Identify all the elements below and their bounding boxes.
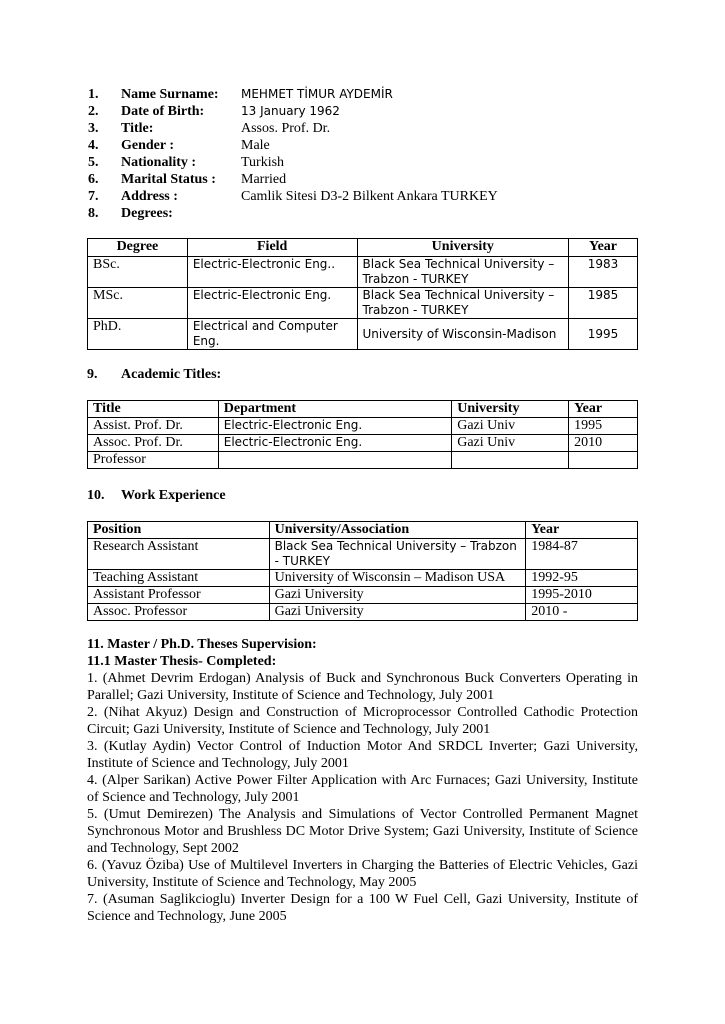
table-row — [88, 418, 638, 435]
info-num: 2. — [88, 104, 99, 119]
table-row — [88, 604, 638, 621]
organization-cell: Gazi University — [269, 587, 526, 604]
info-num: 3. — [88, 121, 99, 136]
thesis-item: 3. (Kutlay Aydin) Vector Control of Induction Motor And SRDCL Inverter; Gazi University, Institute of Science and Technology, July 2001 — [87, 739, 638, 771]
theses-subheading: 11.1 Master Thesis- Completed: — [87, 654, 277, 669]
info-value-gender: Male — [241, 138, 270, 153]
field-cell: Electrical and Computer Eng. — [187, 319, 357, 350]
year-cell: 2010 — [569, 435, 638, 452]
personal-info — [88, 86, 648, 222]
info-label: Degrees: — [121, 206, 173, 221]
section-title: Academic Titles: — [121, 367, 222, 382]
organization-cell: Black Sea Technical University – Trabzon - TURKEY — [269, 539, 526, 570]
organization-cell: Gazi University — [269, 604, 526, 621]
column-header: University/Association — [269, 522, 526, 539]
info-label: Marital Status : — [121, 172, 216, 187]
info-num: 6. — [88, 172, 99, 187]
column-header: Degree — [88, 239, 188, 257]
info-row-birth — [88, 103, 648, 120]
title-cell: Assoc. Prof. Dr. — [88, 435, 219, 452]
thesis-item: 1. (Ahmet Devrim Erdogan) Analysis of Buck and Synchronous Buck Converters Operating in Parallel; Gazi University, Institute of Science and Technology, July 2001 — [87, 671, 638, 703]
university-cell: Black Sea Technical University – Trabzon - TURKEY — [357, 257, 569, 288]
table-header-row — [88, 239, 638, 257]
table-row — [88, 257, 638, 288]
column-header: Field — [187, 239, 357, 257]
section-title: Work Experience — [121, 488, 226, 503]
table-row — [88, 435, 638, 452]
year-cell: 1985 — [569, 288, 638, 319]
info-row-name — [88, 86, 648, 103]
academic-titles-table — [87, 400, 638, 469]
year-cell: 1995 — [569, 418, 638, 435]
table-row — [88, 288, 638, 319]
organization-cell: University of Wisconsin – Madison USA — [269, 570, 526, 587]
degree-cell: BSc. — [88, 257, 188, 288]
thesis-item: 5. (Umut Demirezen) The Analysis and Simulations of Vector Controlled Permanent Magnet Synchronous Motor and Brushless DC Motor Drive System; Gazi University, Institute of Science and Technology, Sept 2002 — [87, 807, 638, 856]
field-cell: Electric-Electronic Eng. — [187, 288, 357, 319]
column-header: University — [452, 401, 569, 418]
degree-cell: MSc. — [88, 288, 188, 319]
table-header-row — [88, 401, 638, 418]
info-value-marital: Married — [241, 172, 287, 187]
info-num: 8. — [88, 206, 99, 221]
column-header: Position — [88, 522, 270, 539]
info-label: Nationality : — [121, 155, 197, 170]
info-label: Gender : — [121, 138, 175, 153]
info-label: Title: — [121, 121, 154, 136]
theses-section — [87, 636, 638, 925]
info-row-gender — [88, 137, 648, 154]
table-header-row — [88, 522, 638, 539]
degree-cell: PhD. — [88, 319, 188, 350]
department-cell: Electric-Electronic Eng. — [218, 435, 451, 452]
info-value-name: MEHMET TİMUR AYDEMİR — [241, 87, 393, 101]
info-num: 4. — [88, 138, 99, 153]
university-cell — [452, 452, 569, 469]
column-header: University — [357, 239, 569, 257]
thesis-item: 7. (Asuman Saglikcioglu) Inverter Design for a 100 W Fuel Cell, Gazi University, Institute of Science and Technology, June 2005 — [87, 892, 638, 924]
info-row-title — [88, 120, 648, 137]
title-cell: Assist. Prof. Dr. — [88, 418, 219, 435]
thesis-item: 6. (Yavuz Öziba) Use of Multilevel Inverters in Charging the Batteries of Electric Vehicles, Gazi University, Institute of Science and Technology, May 2005 — [87, 858, 638, 890]
university-cell: Black Sea Technical University – Trabzon - TURKEY — [357, 288, 569, 319]
academic-titles-heading — [87, 366, 221, 383]
table-row — [88, 539, 638, 570]
position-cell: Assistant Professor — [88, 587, 270, 604]
year-cell: 1995 — [569, 319, 638, 350]
column-header: Title — [88, 401, 219, 418]
column-header: Year — [569, 239, 638, 257]
thesis-item: 2. (Nihat Akyuz) Design and Construction of Microprocessor Controlled Cathodic Protection Circuit; Gazi University, Institute of Science and Technology, July 2001 — [87, 705, 638, 737]
info-value-title: Assos. Prof. Dr. — [241, 121, 331, 136]
work-experience-table — [87, 521, 638, 621]
thesis-item: 4. (Alper Sarikan) Active Power Filter Application with Arc Furnaces; Gazi University, Institute of Science and Technology, July 2001 — [87, 773, 638, 805]
theses-heading: 11. Master / Ph.D. Theses Supervision: — [87, 637, 317, 652]
year-cell: 1995-2010 — [526, 587, 638, 604]
info-row-degrees — [88, 205, 648, 222]
section-number: 9. — [87, 367, 98, 382]
info-num: 7. — [88, 189, 99, 204]
year-cell: 2010 - — [526, 604, 638, 621]
position-cell: Assoc. Professor — [88, 604, 270, 621]
info-value-address: Camlik Sitesi D3-2 Bilkent Ankara TURKEY — [241, 189, 498, 204]
column-header: Year — [569, 401, 638, 418]
year-cell — [569, 452, 638, 469]
year-cell: 1992-95 — [526, 570, 638, 587]
year-cell: 1983 — [569, 257, 638, 288]
column-header: Year — [526, 522, 638, 539]
university-cell: Gazi Univ — [452, 435, 569, 452]
university-cell: University of Wisconsin-Madison — [357, 319, 569, 350]
table-row — [88, 319, 638, 350]
info-row-address — [88, 188, 648, 205]
info-num: 5. — [88, 155, 99, 170]
degrees-table — [87, 238, 638, 350]
university-cell: Gazi Univ — [452, 418, 569, 435]
info-row-nationality — [88, 154, 648, 171]
info-value-nationality: Turkish — [241, 155, 285, 170]
table-row — [88, 587, 638, 604]
field-cell: Electric-Electronic Eng.. — [187, 257, 357, 288]
department-cell: Electric-Electronic Eng. — [218, 418, 451, 435]
column-header: Department — [218, 401, 451, 418]
work-experience-heading — [87, 487, 226, 504]
info-value-birth: 13 January 1962 — [241, 104, 340, 118]
year-cell: 1984-87 — [526, 539, 638, 570]
info-num: 1. — [88, 87, 99, 102]
table-row — [88, 570, 638, 587]
section-number: 10. — [87, 488, 105, 503]
position-cell: Teaching Assistant — [88, 570, 270, 587]
department-cell — [218, 452, 451, 469]
info-row-marital — [88, 171, 648, 188]
info-label: Date of Birth: — [121, 104, 205, 119]
info-label: Name Surname: — [121, 87, 219, 102]
title-cell: Professor — [88, 452, 219, 469]
position-cell: Research Assistant — [88, 539, 270, 570]
table-row — [88, 452, 638, 469]
info-label: Address : — [121, 189, 178, 204]
